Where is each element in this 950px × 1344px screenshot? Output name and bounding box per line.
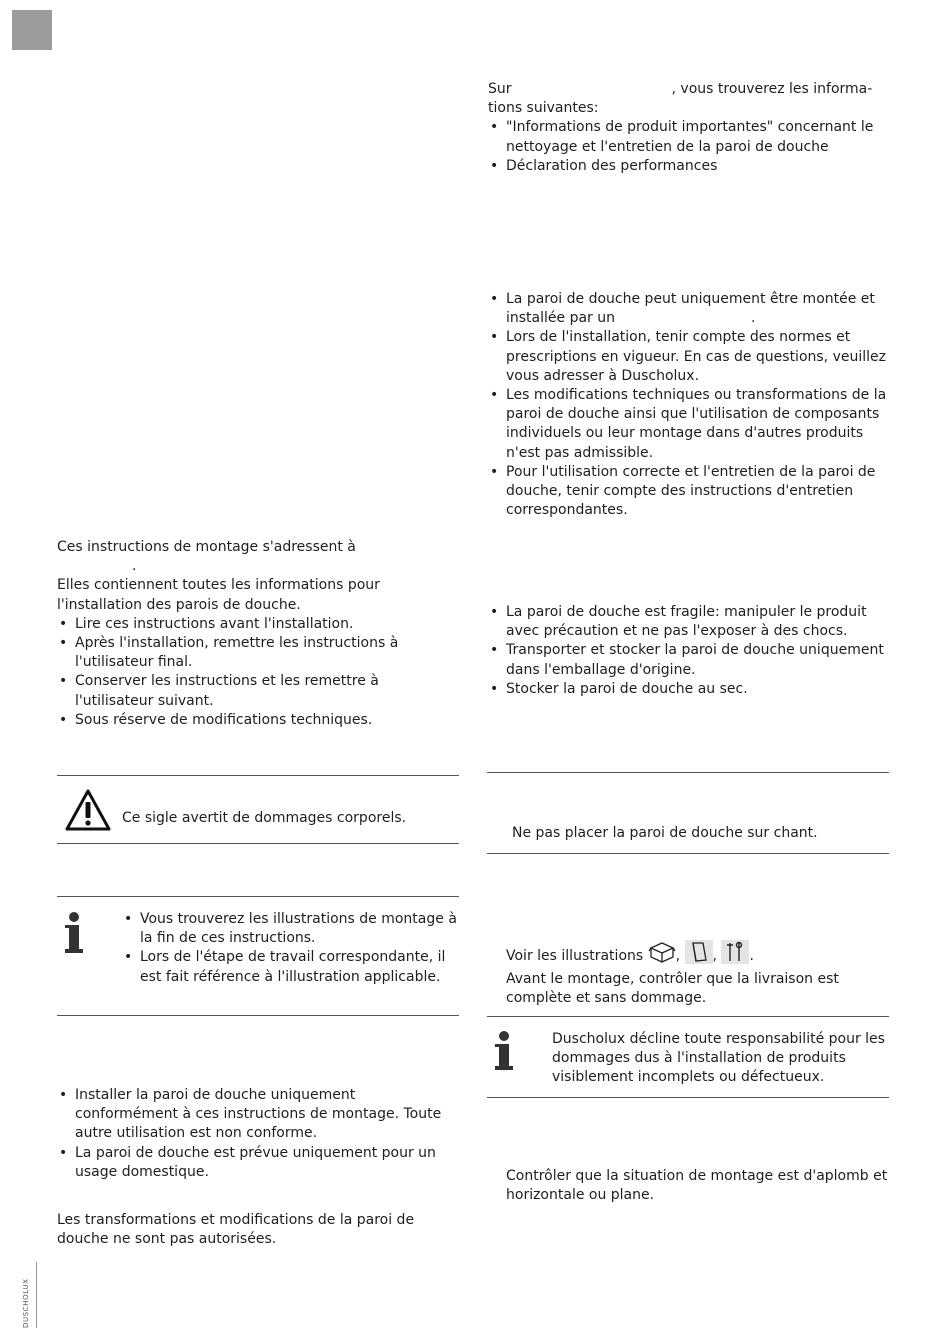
warning-triangle-icon [64,788,112,832]
list-item: • Les modifications techniques ou transformations de la paroi de douche ainsi que l'utilisation de composants individuels ou leur montage dans d'autres produits n'est pas admissible. [488,386,894,463]
usage-list [57,1086,459,1182]
modifications-note: Les transformations et modifications de la paroi de douche ne sont pas autorisées. [57,1212,415,1248]
list-item: • Déclaration des performances [488,157,898,176]
page-corner-marker [12,10,52,50]
duscholux-logo-icon [16,1262,34,1332]
list-item: • La paroi de douche est prévue uniquement pour un usage domestique. [57,1144,459,1182]
brand-divider [36,1262,37,1328]
notice-chant: Ne pas placer la paroi de douche sur chant. [512,825,818,841]
box-icon [648,940,676,970]
list-item: • Lire ces instructions avant l'installation. [57,615,455,634]
divider [487,772,889,773]
divider [57,1015,459,1016]
brand-text: DUSCHOLUX [22,1278,30,1328]
info-icon [64,911,88,957]
warning-text: Ce sigle avertit de dommages corporels. [122,810,407,826]
tools-icon [721,940,749,970]
safety-list [488,290,894,520]
plumb-check: Contrôler que la situation de montage est d'aplomb et horizontale ou plane. [506,1168,888,1204]
liability-note: Duscholux décline toute responsabilité pour les dommages dus à l'installation de produits visiblement incomplets ou défectueux. [552,1031,885,1086]
list-item: • "Informations de produit importantes" concernant le nettoyage et l'entretien de la paroi de douche [488,118,898,156]
info-icon [494,1030,518,1074]
intro-list [57,615,455,730]
illustrations-info-list [122,910,458,987]
list-item: • Conserver les instructions et les remettre à l'utilisateur suivant. [57,672,455,710]
divider [487,1016,889,1017]
list-item: • Lors de l'étape de travail correspondante, il est fait référence à l'illustration applicable. [122,948,458,986]
list-item: • Transporter et stocker la paroi de douche uniquement dans l'emballage d'origine. [488,641,892,679]
divider [487,1097,889,1098]
divider [57,775,459,776]
info-list [488,118,898,176]
delivery-section: Voir les illustrations , , . Avant le montage, contrôler que la livraison est complète et sans dommage. [506,940,886,1009]
transport-list [488,603,892,699]
divider [57,896,459,897]
list-item: • La paroi de douche peut uniquement être montée et installée par un . [488,290,894,328]
list-item: • Pour l'utilisation correcte et l'entretien de la paroi de douche, tenir compte des instructions d'entretien correspondantes. [488,463,894,521]
list-item: • Stocker la paroi de douche au sec. [488,680,892,699]
list-item: • Après l'installation, remettre les instructions à l'utilisateur final. [57,634,455,672]
intro-section: Ces instructions de montage s'adressent à . Elles contiennent toutes les informations pour l'installation des parois de douche. • Lire ces instructions avant l'installation. • Après l'installation, remettre les instructions à l'utilisateur final. • Conserver les instructions et les remettre à l'utilisateur suivant. • Sous réserve de modifications techniques. [57,538,455,730]
list-item: • Installer la paroi de douche uniquement conformément à ces instructions de montage. Toute autre utilisation est non conforme. [57,1086,459,1144]
list-item: • Sous réserve de modifications techniques. [57,711,455,730]
divider [57,843,459,844]
list-item: • Vous trouverez les illustrations de montage à la fin de ces instructions. [122,910,458,948]
info-intro: Sur , vous trouverez les informa- tions suivantes: • "Informations de produit importantes" concernant le nettoyage et l'entretien de la paroi de douche • Déclaration des performances [488,80,898,176]
panel-icon [685,940,713,970]
list-item: • Lors de l'installation, tenir compte des normes et prescriptions en vigueur. En cas de questions, veuillez vous adresser à Duscholux. [488,328,894,386]
list-item: • La paroi de douche est fragile: manipuler le produit avec précaution et ne pas l'exposer à des chocs. [488,603,892,641]
divider [487,853,889,854]
